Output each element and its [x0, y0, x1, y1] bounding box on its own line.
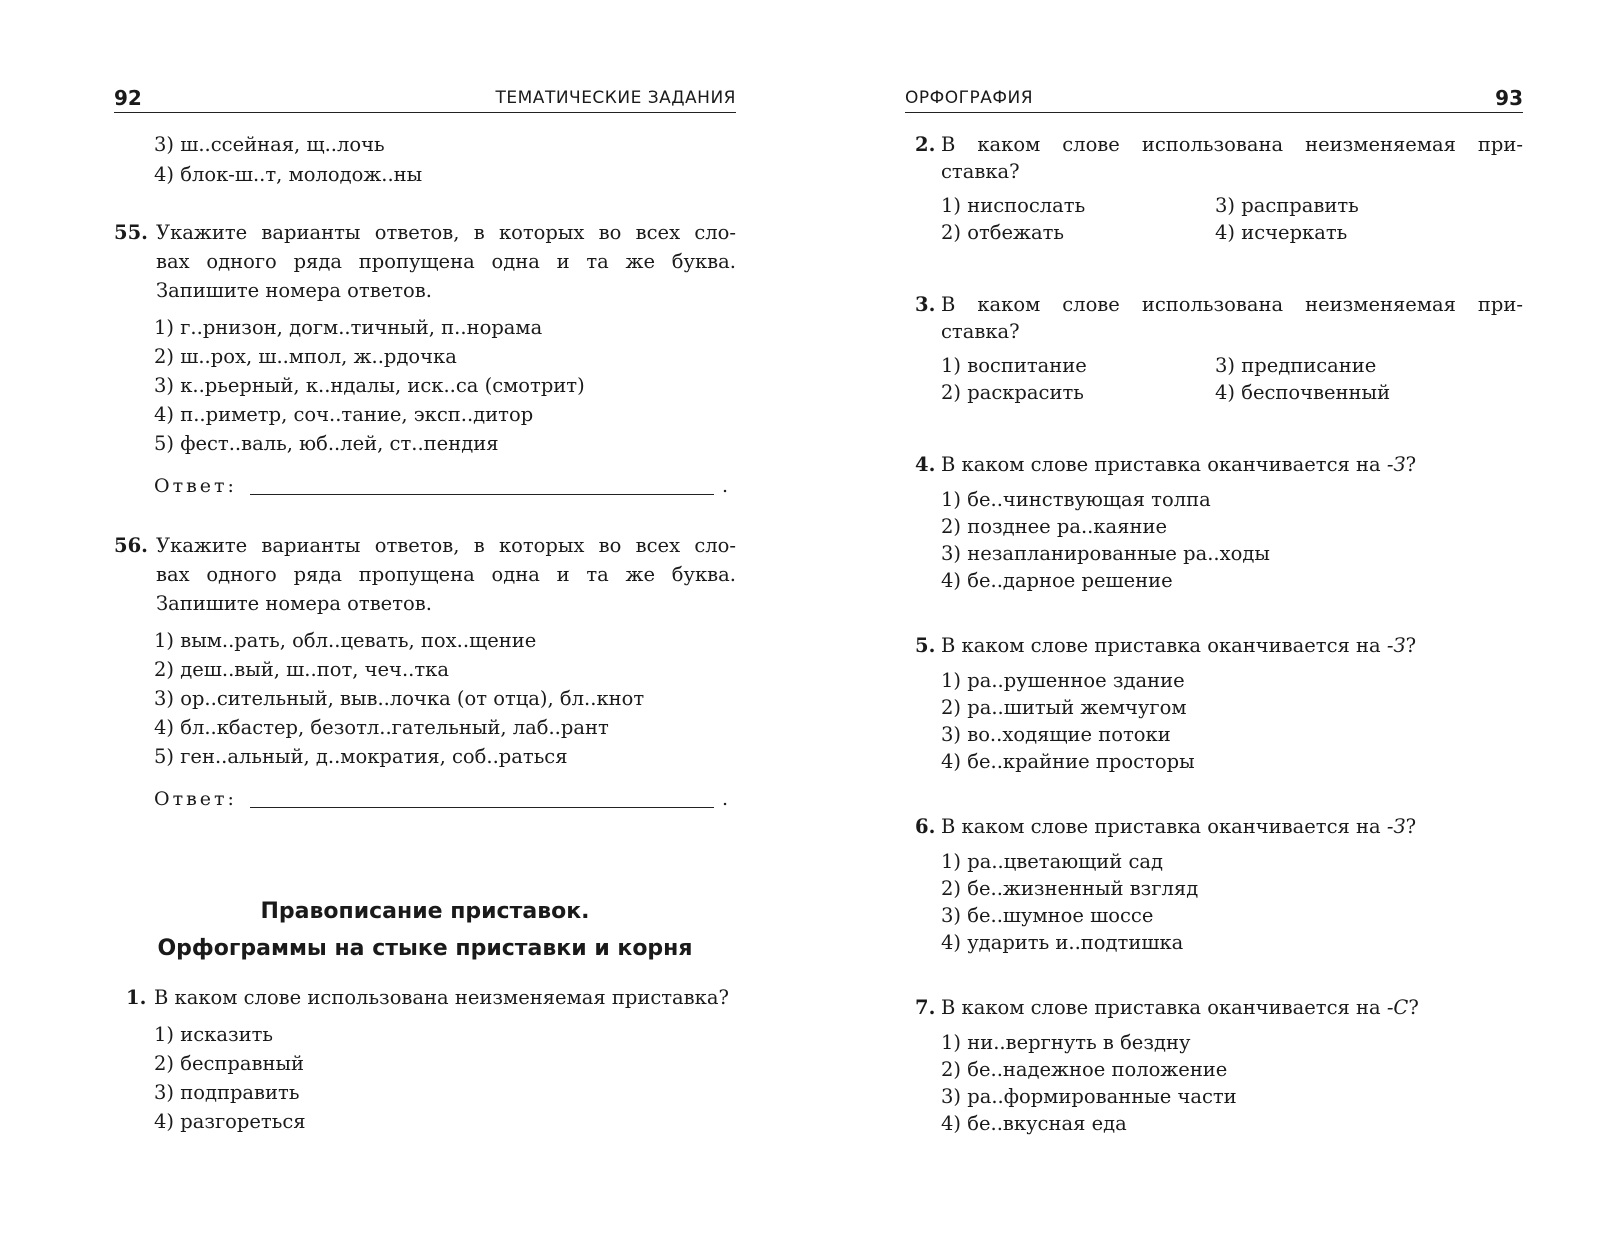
carry-option-3: 3) ш..ссейная, щ..лочь [154, 133, 385, 156]
question-55-option: 2) ш..рох, ш..мпол, ж..рдочка [154, 345, 457, 368]
page-number-right: 93 [1495, 86, 1523, 110]
question-1-option: 4) разгореться [154, 1110, 306, 1133]
question-2-text-line: ставка? [941, 160, 1020, 183]
question-56-option: 3) ор..сительный, выв..лочка (от отца), бл..кнот [154, 687, 645, 710]
question-56-option: 1) вым..рать, обл..цевать, пох..щение [154, 629, 537, 652]
section-title-line-1: Правописание приставок. [260, 899, 590, 924]
page-number-left: 92 [114, 86, 142, 110]
question-7-option: 4) бе..вкусная еда [941, 1112, 1127, 1135]
carry-option-4: 4) блок-ш..т, молодож..ны [154, 163, 423, 186]
question-6-option: 2) бе..жизненный взгляд [941, 877, 1199, 900]
question-5-text [941, 633, 1416, 659]
question-56-answer-line[interactable] [250, 807, 714, 808]
question-56-answer-label: Ответ: [154, 788, 237, 810]
question-56-option: 2) деш..вый, ш..пот, чеч..тка [154, 658, 449, 681]
question-5-option: 2) ра..шитый жемчугом [941, 696, 1187, 719]
question-1-option: 2) бесправный [154, 1052, 305, 1075]
question-6-text-main: В каком слове приставка оканчивается на [941, 815, 1387, 838]
question-2-option: 3) расправить [1215, 194, 1359, 217]
question-6-option: 3) бе..шумное шоссе [941, 904, 1154, 927]
question-4-text-main: В каком слове приставка оканчивается на [941, 453, 1387, 476]
question-55-answer-line[interactable] [250, 494, 714, 495]
question-55-text-line: Укажите варианты ответов, в которых во всех сло- [156, 221, 736, 244]
question-56-option: 5) ген..альный, д..мократия, соб..раться [154, 745, 568, 768]
running-title-right: ОРФОГРАФИЯ [905, 88, 1034, 108]
question-7-text-main: В каком слове приставка оканчивается на [941, 996, 1387, 1019]
question-7-option: 3) ра..формированные части [941, 1085, 1237, 1108]
question-7-end: ? [1408, 996, 1419, 1019]
question-55-text-line: Запишите номера ответов. [156, 279, 432, 302]
question-7-number: 7. [915, 996, 936, 1019]
question-4-number: 4. [915, 453, 936, 476]
question-5-end: ? [1405, 634, 1417, 657]
running-head-left [114, 86, 736, 113]
question-5-option: 3) во..ходящие потоки [941, 723, 1171, 746]
question-2-number: 2. [915, 133, 936, 156]
question-55-option: 1) г..рнизон, догм..тичный, п..норама [154, 316, 543, 339]
question-6-option: 1) ра..цветающий сад [941, 850, 1164, 873]
question-3-text-line: ставка? [941, 320, 1020, 343]
question-5-text-main: В каком слове приставка оканчивается на [941, 634, 1387, 657]
question-7-option: 1) ни..вергнуть в бездну [941, 1031, 1191, 1054]
question-4-option: 4) бе..дарное решение [941, 569, 1173, 592]
question-3-option: 4) беспочвенный [1215, 381, 1391, 404]
question-6-text [941, 814, 1416, 840]
question-55-text-line: вах одного ряда пропущена одна и та же буква. [156, 250, 736, 273]
question-6-suffix: -З [1386, 815, 1406, 838]
question-2-option: 1) ниспослать [941, 194, 1086, 217]
running-head-right [905, 86, 1523, 113]
question-5-option: 4) бе..крайние просторы [941, 750, 1195, 773]
question-5-suffix: -З [1386, 634, 1406, 657]
question-6-end: ? [1405, 815, 1417, 838]
question-2-option: 4) исчеркать [1215, 221, 1348, 244]
question-7-option: 2) бе..надежное положение [941, 1058, 1228, 1081]
question-2-option: 2) отбежать [941, 221, 1064, 244]
question-3-option: 2) раскрасить [941, 381, 1084, 404]
question-6-option: 4) ударить и..подтишка [941, 931, 1184, 954]
question-56-text-line: Укажите варианты ответов, в которых во всех сло- [156, 534, 736, 557]
question-1-option: 1) исказить [154, 1023, 273, 1046]
question-6-number: 6. [915, 815, 936, 838]
section-title-line-2: Орфограммы на стыке приставки и корня [157, 936, 693, 961]
question-56-number: 56. [114, 534, 148, 557]
question-56-text-line: вах одного ряда пропущена одна и та же буква. [156, 563, 736, 586]
question-56-text-line: Запишите номера ответов. [156, 592, 432, 615]
question-56-answer-dot: . [722, 788, 729, 810]
question-55-option: 3) к..рьерный, к..ндалы, иск..са (смотрит) [154, 374, 585, 397]
question-4-option: 2) позднее ра..каяние [941, 515, 1168, 538]
question-3-option: 1) воспитание [941, 354, 1087, 377]
question-5-number: 5. [915, 634, 936, 657]
question-55-answer-dot: . [722, 475, 729, 497]
question-7-text [941, 995, 1419, 1021]
question-55-option: 4) п..риметр, соч..тание, эксп..дитор [154, 403, 534, 426]
question-4-end: ? [1405, 453, 1417, 476]
question-4-suffix: -З [1386, 453, 1406, 476]
question-4-option: 3) незапланированные ра..ходы [941, 542, 1270, 565]
question-4-option: 1) бе..чинствующая толпа [941, 488, 1211, 511]
question-2-text-line: В каком слове использована неизменяемая при- [941, 133, 1523, 156]
question-5-option: 1) ра..рушенное здание [941, 669, 1185, 692]
question-1-option: 3) подправить [154, 1081, 300, 1104]
question-55-answer-label: Ответ: [154, 475, 237, 497]
question-55-option: 5) фест..валь, юб..лей, ст..пендия [154, 432, 499, 455]
question-1-number: 1. [126, 986, 147, 1009]
question-56-option: 4) бл..кбастер, безотл..гательный, лаб..рант [154, 716, 609, 739]
question-3-text-line: В каком слове использована неизменяемая при- [941, 293, 1523, 316]
question-4-text [941, 452, 1416, 478]
question-55-number: 55. [114, 221, 148, 244]
question-3-number: 3. [915, 293, 936, 316]
question-1-text: В каком слове использована неизменяемая приставка? [154, 986, 729, 1009]
running-title-left: ТЕМАТИЧЕСКИЕ ЗАДАНИЯ [495, 88, 736, 108]
question-3-option: 3) предписание [1215, 354, 1377, 377]
question-7-suffix: -С [1386, 996, 1409, 1019]
